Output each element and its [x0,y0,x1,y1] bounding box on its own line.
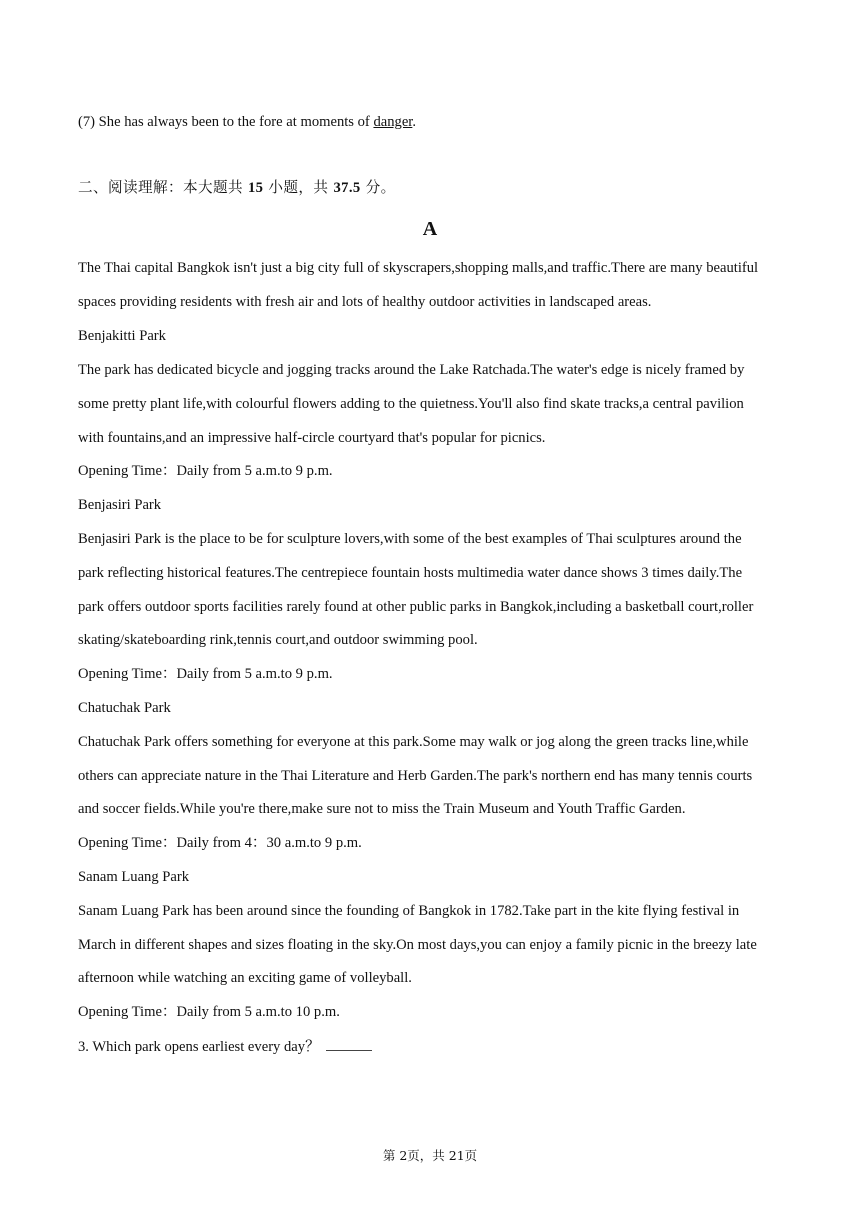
park-name: Benjasiri Park [78,497,162,513]
passage-line: others can appreciate nature in the Thai Literature and Herb Garden.The park's northern end has many tennis courts [78,768,753,784]
passage-line: Benjasiri Park is the place to be for sculpture lovers,with some of the best examples of Thai sculptures around the [78,531,742,547]
passage-line: skating/skateboarding rink,tennis court,and outdoor swimming pool. [78,632,478,648]
passage-line: Chatuchak Park offers something for everyone at this park.Some may walk or jog along the green tracks line,while [78,734,749,750]
previous-question-end: . [412,114,417,130]
section-points: 37.5 [333,180,361,196]
question-text: 3. Which park opens earliest every day？ [78,1039,320,1055]
passage-line: The Thai capital Bangkok isn't just a big city full of skyscrapers,shopping malls,and traffic.There are many beautiful [78,260,759,276]
passage-line: and soccer fields.While you're there,make sure not to miss the Train Museum and Youth Traffic Garden. [78,801,686,817]
section-heading-prefix: 二、阅读理解：本大题共 [78,179,248,196]
opening-time: Opening Time：Daily from 5 a.m.to 10 p.m. [78,1004,340,1020]
passage-line: some pretty plant life,with colourful flowers adding to the quietness.You'll also find skate tracks,a central pavilion [78,396,744,412]
passage-line: with fountains,and an impressive half-circle courtyard that's popular for picnics. [78,430,546,446]
passage-title: A [422,218,438,240]
passage-line: March in different shapes and sizes floating in the sky.On most days,you can enjoy a family picnic in the breezy late [78,937,757,953]
park-name: Sanam Luang Park [78,869,190,885]
underlined-word: danger [373,114,413,130]
park-name: Benjakitti Park [78,328,166,344]
passage-line: Sanam Luang Park has been around since the founding of Bangkok in 1782.Take part in the kite flying festival in [78,903,740,919]
previous-question-text: (7) She has always been to the fore at moments of [78,114,374,130]
passage-line: spaces providing residents with fresh air and lots of healthy outdoor activities in landscaped areas. [78,294,652,310]
passage-line: park reflecting historical features.The centrepiece fountain hosts multimedia water dance shows 3 times daily.The [78,565,743,581]
section-heading-suffix: 分。 [360,179,396,196]
previous-question [78,113,788,131]
passage-line: The park has dedicated bicycle and jogging tracks around the Lake Ratchada.The water's edge is nicely framed by [78,362,745,378]
opening-time: Opening Time：Daily from 5 a.m.to 9 p.m. [78,463,333,479]
section-heading [78,179,396,197]
passage-line: park offers outdoor sports facilities rarely found at other public parks in Bangkok,including a basketball court,roller [78,599,754,615]
opening-time: Opening Time：Daily from 4：30 a.m.to 9 p.m. [78,835,362,851]
park-name: Chatuchak Park [78,700,171,716]
question-3 [78,1037,788,1056]
section-question-count: 15 [247,180,264,196]
section-heading-mid: 小题，共 [263,179,334,196]
opening-time: Opening Time：Daily from 5 a.m.to 9 p.m. [78,666,333,682]
answer-blank[interactable] [326,1037,372,1051]
page-footer: 第 2页，共 21页 [382,1148,478,1163]
passage-line: afternoon while watching an exciting game of volleyball. [78,970,412,986]
